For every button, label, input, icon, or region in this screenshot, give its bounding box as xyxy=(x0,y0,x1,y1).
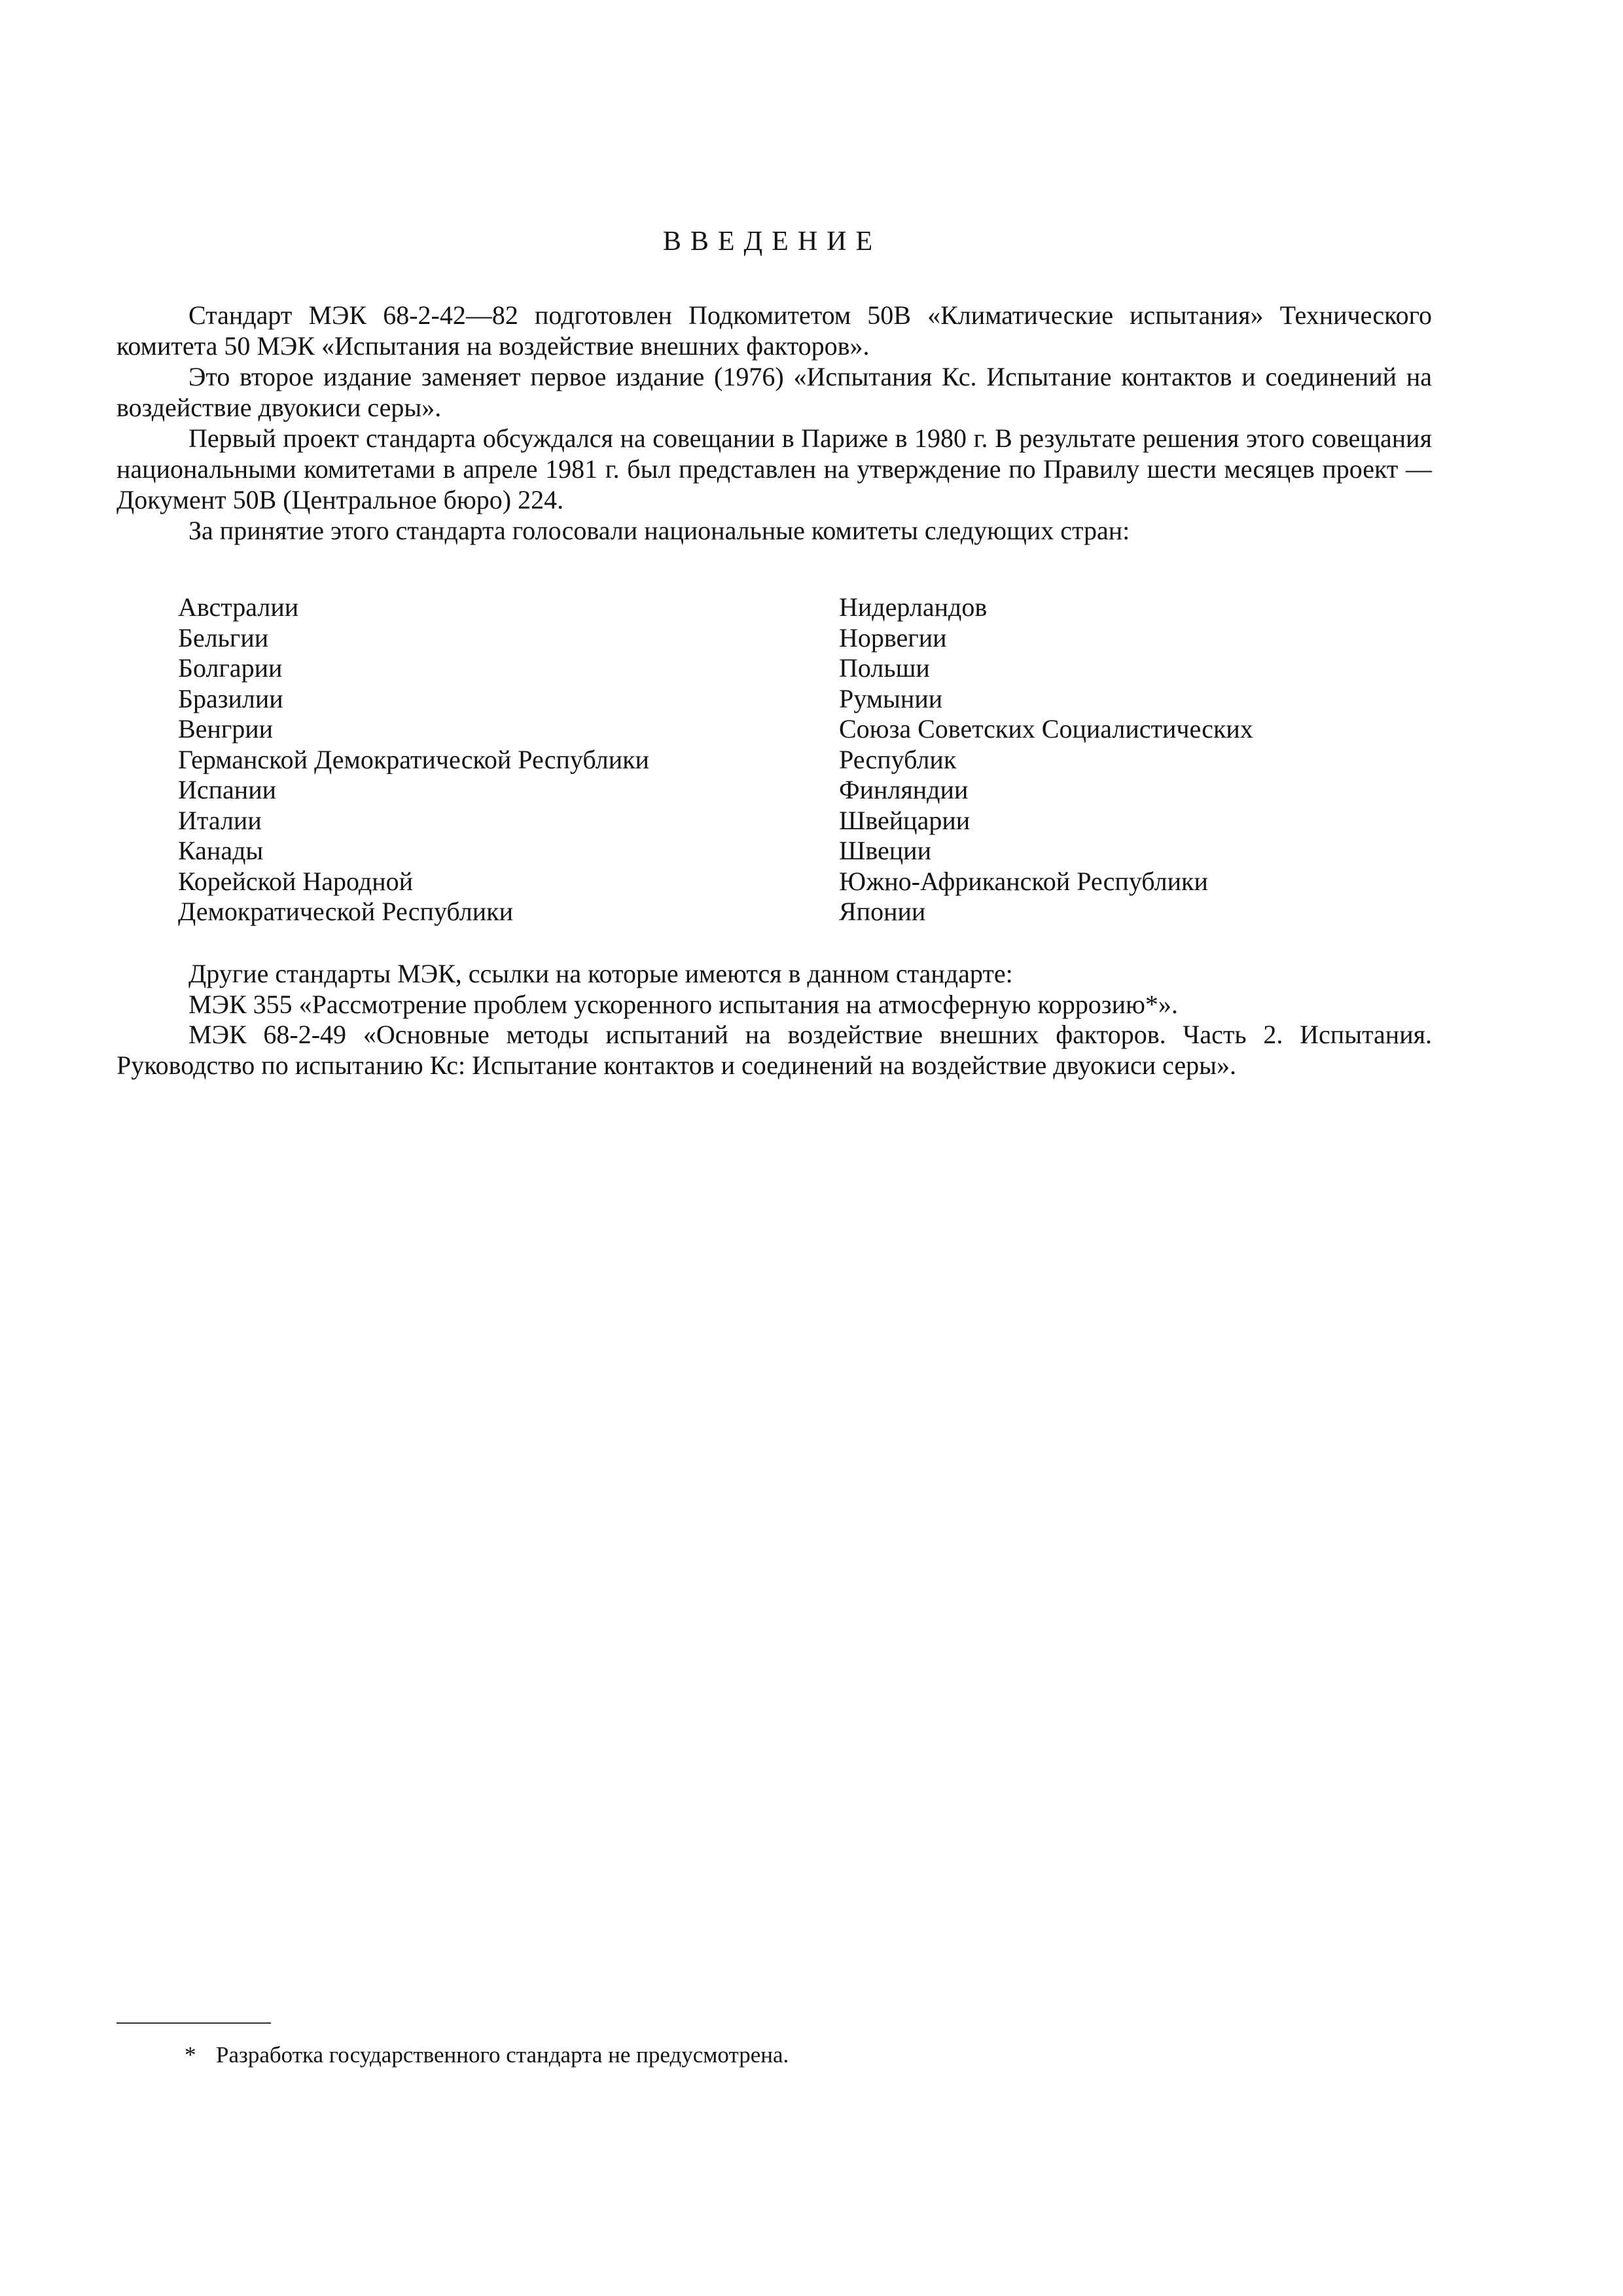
intro-paragraph: Это второе издание заменяет первое издание (1976) «Испытания Кс. Испытание контактов и соединений на воздействие двуокиси серы». xyxy=(116,362,1432,422)
country-item: Японии xyxy=(839,897,926,926)
intro-paragraph: Первый проект стандарта обсуждался на совещании в Париже в 1980 г. В результате решения этого совещания национальными комитетами в апреле 1981 г. был представлен на утверждение по Правилу шести месяцев проект — Документ 50В (Центральное бюро) 224. xyxy=(116,423,1432,514)
country-item: Республик xyxy=(839,744,957,774)
country-item: Корейской Народной xyxy=(178,866,414,896)
country-column-right xyxy=(839,592,1253,927)
country-item: Норвегии xyxy=(839,622,947,653)
footnote-divider xyxy=(116,2022,271,2024)
intro-section xyxy=(116,300,1432,546)
country-item: Бельгии xyxy=(178,622,269,653)
country-item: Польши xyxy=(839,653,930,683)
country-item: Германской Демократической Республики xyxy=(178,744,649,774)
references-section xyxy=(116,959,1432,1081)
country-item: Бразилии xyxy=(178,683,283,713)
country-item: Болгарии xyxy=(178,653,283,683)
country-item: Швеции xyxy=(839,836,931,865)
country-item: Венгрии xyxy=(178,714,274,744)
country-item: Финляндии xyxy=(839,775,969,804)
country-column-left xyxy=(178,592,649,927)
intro-paragraph: За принятие этого стандарта голосовали национальные комитеты следующих стран: xyxy=(188,516,1130,545)
country-item: Румынии xyxy=(839,683,943,713)
country-item: Южно-Африканской Республики xyxy=(839,866,1208,896)
country-item: Италии xyxy=(178,805,262,835)
country-item: Канады xyxy=(178,836,264,865)
footnote-mark: * xyxy=(185,2042,196,2068)
country-item: Демократической Республики xyxy=(178,897,513,926)
reference-paragraph: МЭК 68-2-49 «Основные методы испытаний на воздействие внешних факторов. Часть 2. Испытания. Руководство по испытанию Кс: Испытание контактов и соединений на воздействие двуокиси серы». xyxy=(116,1020,1432,1080)
reference-paragraph: МЭК 355 «Рассмотрение проблем ускоренного испытания на атмосферную коррозию*». xyxy=(188,989,1178,1019)
page-title: ВВЕДЕНИЕ xyxy=(662,226,882,257)
country-item: Швейцарии xyxy=(839,805,971,835)
country-item: Союза Советских Социалистических xyxy=(839,714,1253,744)
reference-paragraph: Другие стандарты МЭК, ссылки на которые имеются в данном стандарте: xyxy=(188,959,1013,988)
country-item: Нидерландов xyxy=(839,592,988,622)
footnote xyxy=(185,2041,789,2070)
footnote-text: Разработка государственного стандарта не предусмотрена. xyxy=(216,2042,789,2068)
country-item: Испании xyxy=(178,775,277,804)
country-item: Австралии xyxy=(178,592,299,622)
intro-paragraph: Стандарт МЭК 68-2-42—82 подготовлен Подкомитетом 50В «Климатические испытания» Технического комитета 50 МЭК «Испытания на воздействие внешних факторов». xyxy=(116,300,1432,361)
